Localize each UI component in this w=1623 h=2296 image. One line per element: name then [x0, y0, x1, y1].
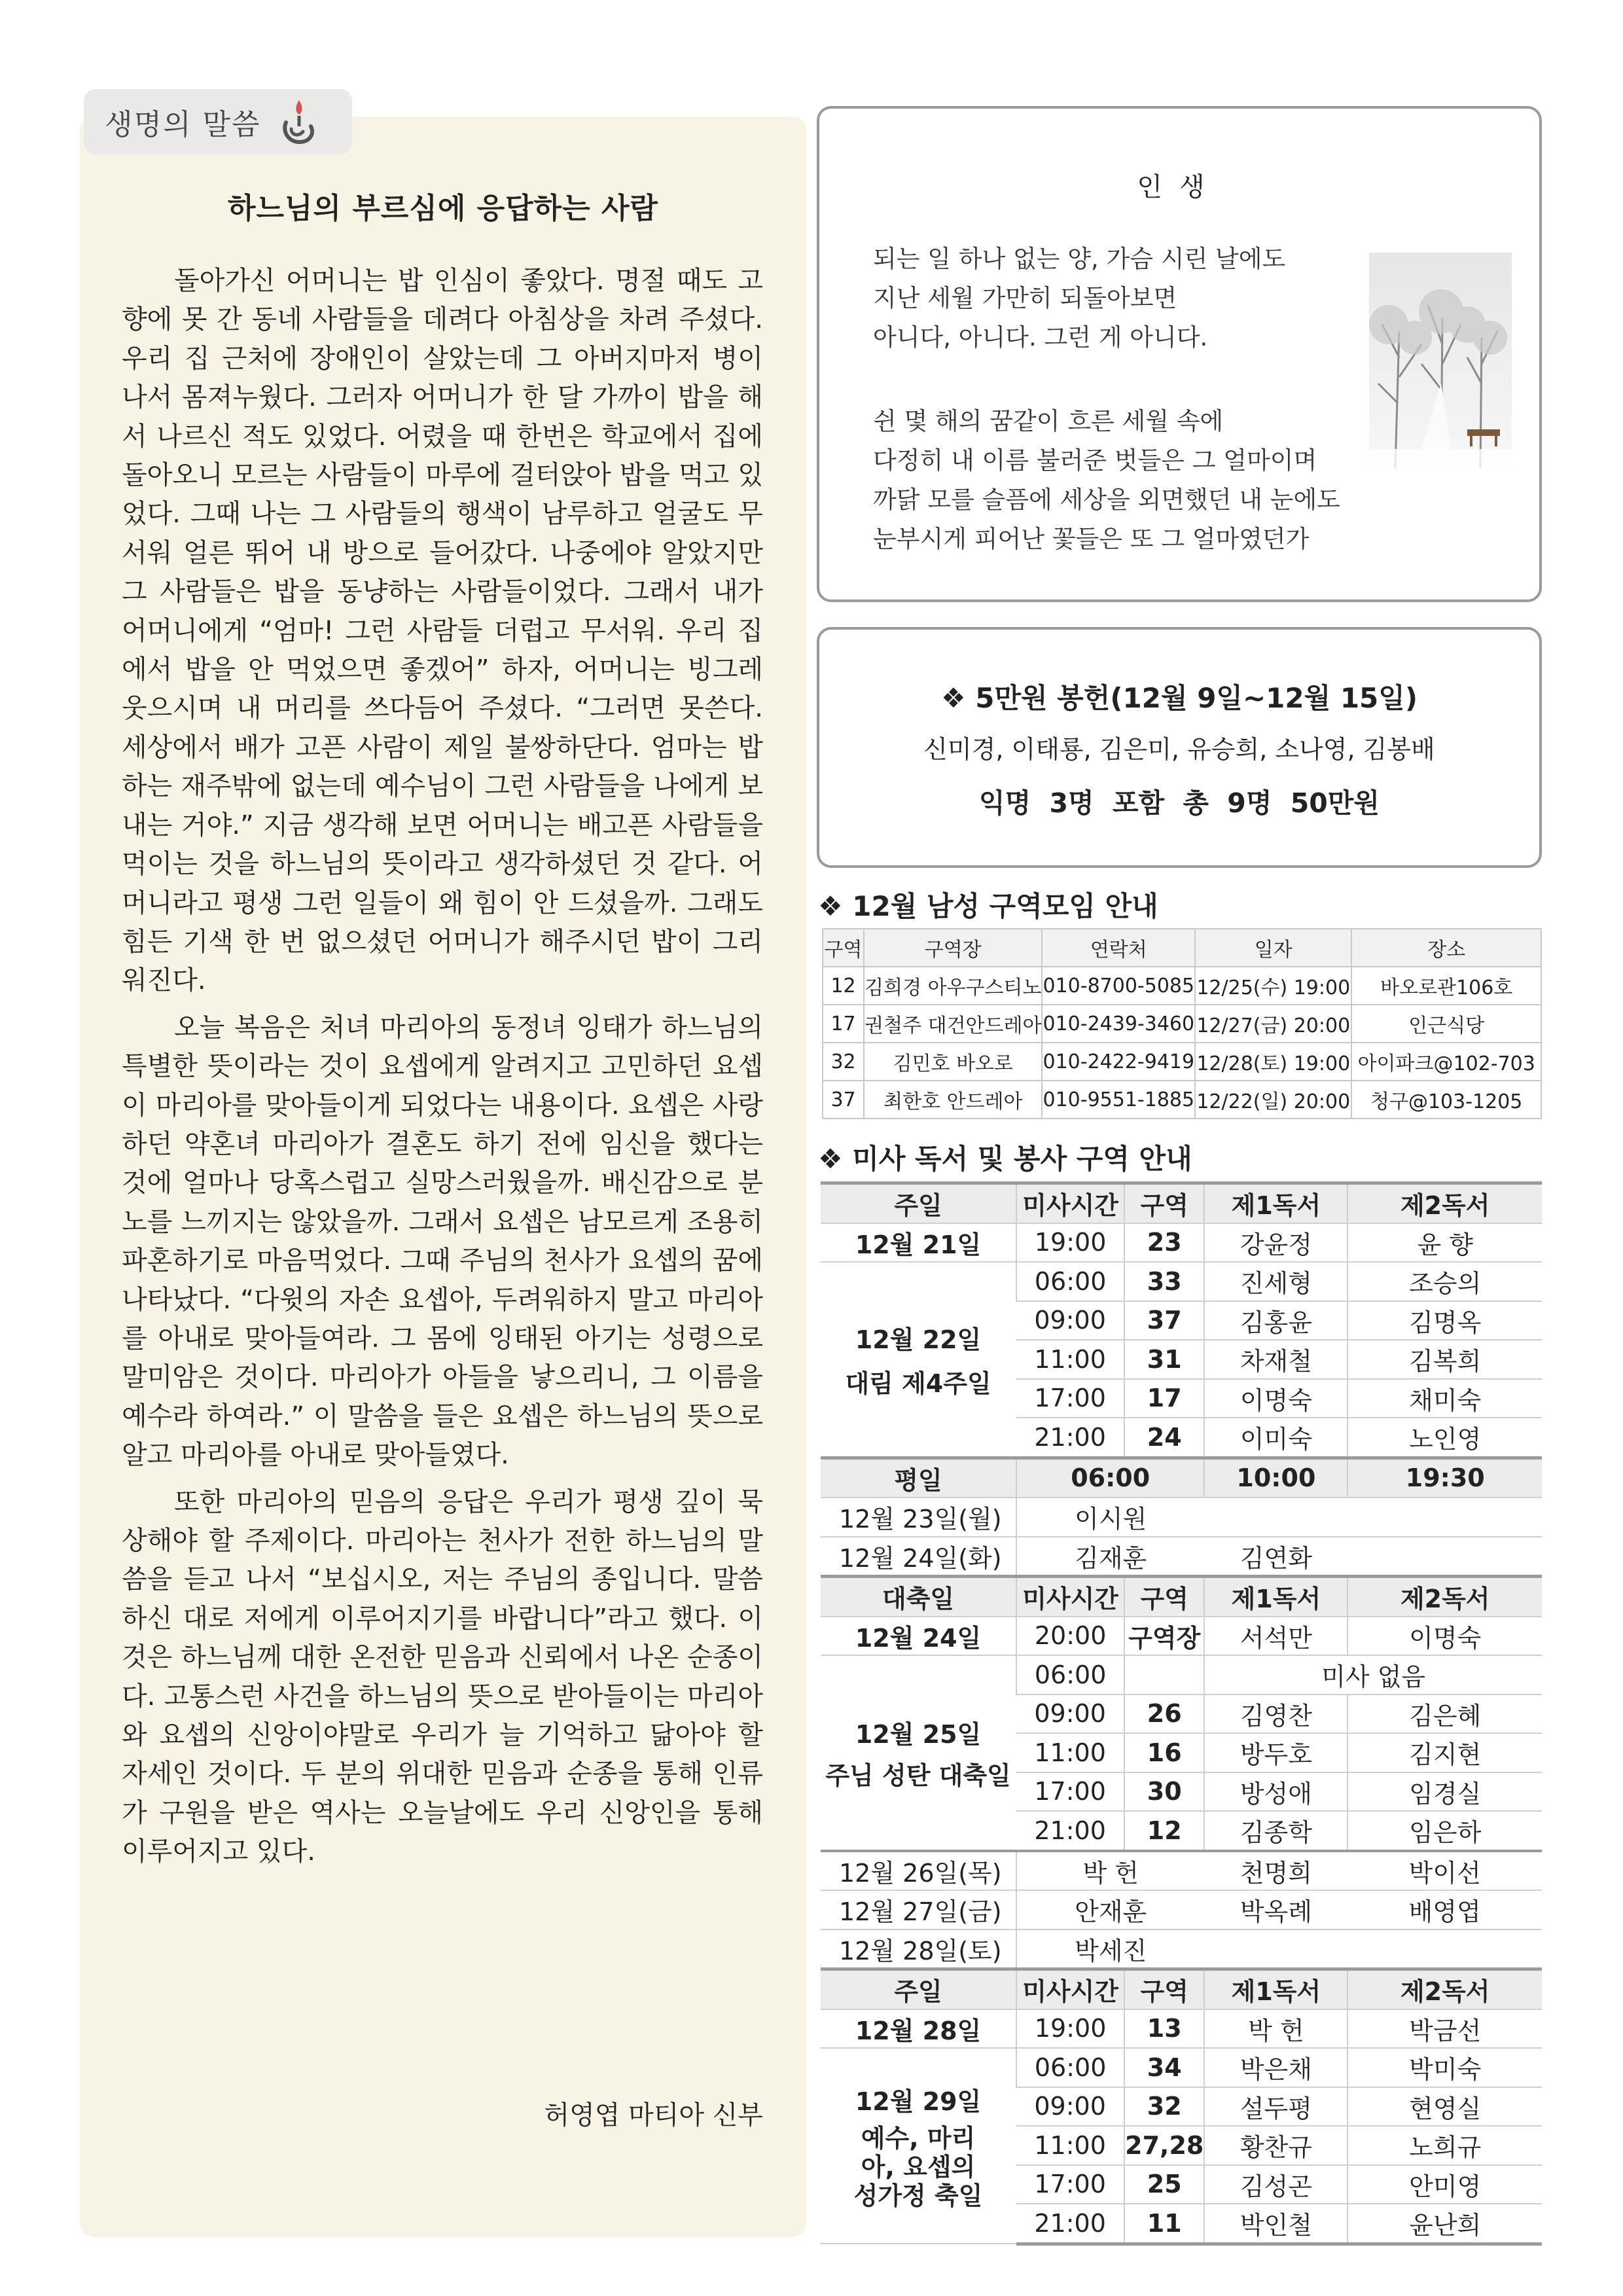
table-cell: 12 — [823, 967, 864, 1005]
table-cell: 12/22(일) 20:00 — [1195, 1081, 1351, 1119]
table-row — [823, 967, 1541, 1005]
first-reader: 진세형 — [1204, 1262, 1347, 1301]
mass-zone: 11 — [1124, 2204, 1204, 2244]
donation-box — [817, 627, 1542, 868]
column-header: 주일 — [821, 1969, 1016, 2009]
sermon-title: 하느님의 부르심에 응답하는 사람 — [227, 192, 658, 225]
mass-zone: 31 — [1124, 1340, 1204, 1379]
first-reader: 이명숙 — [1204, 1379, 1347, 1418]
reader-1000 — [1204, 1929, 1347, 1969]
mass-time: 21:00 — [1016, 1418, 1124, 1458]
first-reader: 설두평 — [1204, 2087, 1347, 2126]
mass-date: 12월 28일 — [821, 2009, 1016, 2049]
table-row — [821, 1929, 1542, 1969]
feast-name: 예수, 마리아, 요셉의 성가정 축일 — [853, 2124, 983, 2210]
mass-time: 21:00 — [1016, 1811, 1124, 1851]
column-header: 구역 — [823, 929, 864, 967]
table-header-row — [823, 929, 1541, 967]
second-reader: 임은하 — [1347, 1811, 1542, 1851]
reader-0600: 이시원 — [1016, 1498, 1204, 1537]
mass-zone: 32 — [1124, 2087, 1204, 2126]
reader-0600: 박 헌 — [1016, 1851, 1204, 1891]
sermon-author: 허영엽 마티아 신부 — [544, 2100, 763, 2130]
mass-time: 20:00 — [1016, 1617, 1124, 1656]
mass-zone: 23 — [1124, 1223, 1204, 1263]
mass-date-label: 12월 25일 — [855, 1719, 982, 1749]
poem-line: 다정히 내 이름 불러준 벗들은 그 얼마이며 — [873, 446, 1317, 475]
reading-heading: ❖ 미사 독서 및 봉사 구역 안내 — [818, 1143, 1192, 1175]
column-header: 장소 — [1351, 929, 1541, 967]
candle-icon — [277, 96, 319, 147]
table-row — [821, 1890, 1542, 1929]
table-row — [823, 1005, 1541, 1043]
reader-0600: 박세진 — [1016, 1929, 1204, 1969]
table-cell: 권철주 대건안드레아 — [864, 1005, 1042, 1043]
poem-title: 인생 — [1137, 172, 1222, 202]
first-reader: 이미숙 — [1204, 1418, 1347, 1458]
mass-time: 09:00 — [1016, 1301, 1124, 1340]
first-reader: 김영찬 — [1204, 1695, 1347, 1734]
mass-time: 06:00 — [1016, 1262, 1124, 1301]
mass-time: 06:00 — [1016, 1655, 1124, 1695]
table-cell: 아이파크@102-703 — [1351, 1043, 1541, 1081]
poem-lines — [873, 240, 1340, 559]
first-reader: 김종학 — [1204, 1811, 1347, 1851]
column-header: 06:00 — [1016, 1458, 1204, 1498]
column-header: 연락처 — [1042, 929, 1195, 967]
poem-line: 까닭 모를 슬픔에 세상을 외면했던 내 눈에도 — [873, 486, 1340, 514]
donation-total: 익명 3명 포함 총 9명 50만원 — [979, 787, 1380, 819]
table-cell: 12/27(금) 20:00 — [1195, 1005, 1351, 1043]
mass-zone: 25 — [1124, 2165, 1204, 2204]
table-cell: 32 — [823, 1043, 864, 1081]
column-header: 19:30 — [1347, 1458, 1542, 1498]
table-cell: 010-2439-3460 — [1042, 1005, 1195, 1043]
table-cell: 17 — [823, 1005, 864, 1043]
table-row — [821, 1262, 1542, 1301]
reader-0600: 김재훈 — [1016, 1537, 1204, 1577]
second-reader: 김복희 — [1347, 1340, 1542, 1379]
second-reader: 임경실 — [1347, 1772, 1542, 1812]
sermon-paragraph: 돌아가신 어머니는 밥 인심이 좋았다. 명절 때도 고향에 못 간 동네 사람들을 데려다 아침상을 차려 주셨다. 우리 집 근처에 장애인이 살았는데 그 아버지마저 병이 나서 몸져누웠다. 그러자 어머니가 한 달 가까이 밥을 해서 나르신 적도 있었다. 어렸을 때 한번은 학교에서 집에 돌아오니 모르는 사람들이 마루에 걸터앉아 밥을 먹고 있었다. 그때 나는 그 사람들의 행색이 남루하고 얼굴도 무서워 얼른 뛰어 내 방으로 들어갔다. 나중에야 알았지만 그 사람들은 밥을 동냥하는 사람들이었다. 그래서 내가 어머니에게 “엄마! 그런 사람들 더럽고 무서워. 우리 집에서 밥을 안 먹었으면 좋겠어” 하자, 어머니는 빙그레 웃으시며 내 머리를 쓰다듬어 주셨다. “그러면 못쓴다. 세상에서 배가 고픈 사람이 제일 불쌍하단다. 엄마는 밥하는 재주밖에 없는데 예수님이 그런 사람들을 나에게 보내는 거야.” 지금 생각해 보면 어머니는 배고픈 사람들을 먹이는 것을 하느님의 뜻이라고 생각하셨던 것 같다. 어머니라고 평생 그런 일들이 왜 힘이 안 드셨을까. 그래도 힘든 기색 한 번 없으셨던 어머니가 해주시던 밥이 그리워진다. — [122, 266, 763, 996]
second-reader: 조승의 — [1347, 1262, 1542, 1301]
second-reader: 박금선 — [1347, 2009, 1542, 2049]
table-row — [821, 2009, 1542, 2049]
mass-time: 06:00 — [1016, 2048, 1124, 2087]
second-reader: 현영실 — [1347, 2087, 1542, 2126]
table-cell: 010-8700-5085 — [1042, 967, 1195, 1005]
table-row — [821, 1617, 1542, 1656]
first-reader: 박인철 — [1204, 2204, 1347, 2244]
table-header-row — [821, 1458, 1542, 1498]
mass-date — [821, 1262, 1016, 1458]
second-reader: 노인영 — [1347, 1418, 1542, 1458]
sermon-paragraph: 오늘 복음은 처녀 마리아의 동정녀 잉태가 하느님의 특별한 뜻이라는 것이 요셉에게 알려지고 고민하던 요셉이 마리아를 맞아들이게 되었다는 내용이다. 요셉은 사랑하던 약혼녀 마리아가 결혼도 하기 전에 임신을 했다는 것에 얼마나 당혹스럽고 실망스러웠을까. 배신감으로 분노를 느끼지는 않았을까. 그래서 요셉은 남모르게 조용히 파혼하기로 마음먹었다. 그때 주님의 천사가 요셉의 꿈에 나타났다. “다윗의 자손 요셉아, 두려워하지 말고 마리아를 아내로 맞아들여라. 그 몸에 잉태된 아기는 성령으로 말미암은 것이다. 마리아가 아들을 낳으리니, 그 이름을 예수라 하여라.” 이 말씀을 들은 요셉은 하느님의 뜻으로 알고 마리아를 아내로 맞아들였다. — [122, 1012, 763, 1471]
meeting-table — [822, 928, 1542, 1119]
table-row — [821, 2048, 1542, 2087]
column-header: 대축일 — [821, 1577, 1016, 1617]
reader-1000: 천명희 — [1204, 1851, 1347, 1891]
reader-1000 — [1204, 1498, 1347, 1537]
first-reader: 차재철 — [1204, 1340, 1347, 1379]
poem-line: 아니다, 아니다. 그런 게 아니다. — [873, 323, 1208, 351]
column-header: 제2독서 — [1347, 1969, 1542, 2009]
sermon-body — [122, 262, 763, 1880]
mass-date: 12월 24일 — [821, 1617, 1016, 1656]
reader-1930: 박이선 — [1347, 1851, 1542, 1891]
weekday-date: 12월 23일(월) — [821, 1498, 1016, 1537]
weekday-date: 12월 26일(목) — [821, 1851, 1016, 1891]
table-cell: 최한호 안드레아 — [864, 1081, 1042, 1119]
second-reader: 채미숙 — [1347, 1379, 1542, 1418]
sermon-paragraph: 또한 마리아의 믿음의 응답은 우리가 평생 깊이 묵상해야 할 주제이다. 마리아는 천사가 전한 하느님의 말씀을 듣고 나서 “보십시오, 저는 주님의 종입니다. 말씀하신 대로 저에게 이루어지기를 바랍니다”라고 했다. 이것은 하느님께 대한 온전한 믿음과 신뢰에서 나온 순종이다. 고통스런 사건을 하느님의 뜻으로 받아들이는 마리아와 요셉의 신앙이야말로 우리가 늘 기억하고 닮아야 할 자세인 것이다. 두 분의 위대한 믿음과 순종을 통해 인류가 구원을 받은 역사는 오늘날에도 우리 신앙인을 통해 이루어지고 있다. — [122, 1486, 763, 1867]
reader-1000: 김연화 — [1204, 1537, 1347, 1577]
mass-zone: 16 — [1124, 1733, 1204, 1772]
table-cell: 37 — [823, 1081, 864, 1119]
table-cell: 청구@103-1205 — [1351, 1081, 1541, 1119]
column-header: 제2독서 — [1347, 1183, 1542, 1223]
reader-1930: 배영엽 — [1347, 1890, 1542, 1929]
reader-1930 — [1347, 1929, 1542, 1969]
weekday-date: 12월 24일(화) — [821, 1537, 1016, 1577]
reader-1000: 박옥례 — [1204, 1890, 1347, 1929]
mass-time: 17:00 — [1016, 1772, 1124, 1812]
column-header: 제1독서 — [1204, 1183, 1347, 1223]
table-cell: 바오로관106호 — [1351, 967, 1541, 1005]
meeting-heading: ❖ 12월 남성 구역모임 안내 — [818, 890, 1158, 922]
mass-date — [821, 2048, 1016, 2244]
column-header: 미사시간 — [1016, 1183, 1124, 1223]
column-header: 10:00 — [1204, 1458, 1347, 1498]
second-reader: 이명숙 — [1347, 1617, 1542, 1656]
column-header: 구역 — [1124, 1183, 1204, 1223]
poem-line: 쉰 몇 해의 꿈같이 흐른 세월 속에 — [873, 407, 1224, 435]
mass-time: 19:00 — [1016, 1223, 1124, 1263]
second-reader: 김지현 — [1347, 1733, 1542, 1772]
mass-zone: 34 — [1124, 2048, 1204, 2087]
table-header-row — [821, 1969, 1542, 2009]
feast-name: 대림 제4주일 — [845, 1369, 991, 1398]
second-reader: 노희규 — [1347, 2126, 1542, 2165]
first-reader: 박은채 — [1204, 2048, 1347, 2087]
column-header: 구역 — [1124, 1969, 1204, 2009]
winter-tree-image — [1369, 253, 1512, 469]
second-reader: 윤난희 — [1347, 2204, 1542, 2244]
table-row — [821, 1223, 1542, 1263]
table-row — [821, 1851, 1542, 1891]
table-row — [823, 1081, 1541, 1119]
mass-zone: 구역장 — [1124, 1617, 1204, 1656]
mass-time: 21:00 — [1016, 2204, 1124, 2244]
first-reader: 박 헌 — [1204, 2009, 1347, 2049]
mass-time: 09:00 — [1016, 1695, 1124, 1734]
table-row — [821, 1498, 1542, 1537]
mass-date — [821, 1655, 1016, 1851]
mass-zone: 12 — [1124, 1811, 1204, 1851]
mass-time: 17:00 — [1016, 2165, 1124, 2204]
table-row — [821, 1655, 1542, 1695]
second-reader: 안미영 — [1347, 2165, 1542, 2204]
mass-time: 09:00 — [1016, 2087, 1124, 2126]
mass-zone: 30 — [1124, 1772, 1204, 1812]
section-tab-label: 생명의 말씀 — [105, 108, 261, 141]
mass-zone: 27,28 — [1124, 2126, 1204, 2165]
table-cell: 김희경 아우구스티노 — [864, 967, 1042, 1005]
mass-zone: 37 — [1124, 1301, 1204, 1340]
mass-zone: 24 — [1124, 1418, 1204, 1458]
reader-1930 — [1347, 1498, 1542, 1537]
donation-title: ❖ 5만원 봉헌(12월 9일~12월 15일) — [940, 682, 1418, 714]
reading-table — [821, 1181, 1542, 2246]
mass-time: 11:00 — [1016, 1733, 1124, 1772]
section-tab — [84, 89, 352, 154]
mass-date-label: 12월 22일 — [855, 1325, 982, 1354]
table-cell: 010-2422-9419 — [1042, 1043, 1195, 1081]
no-mass-note: 미사 없음 — [1204, 1655, 1542, 1695]
reader-1930 — [1347, 1537, 1542, 1577]
column-header: 구역장 — [864, 929, 1042, 967]
first-reader: 김홍윤 — [1204, 1301, 1347, 1340]
mass-time: 11:00 — [1016, 1340, 1124, 1379]
table-header-row — [821, 1183, 1542, 1223]
mass-time: 17:00 — [1016, 1379, 1124, 1418]
mass-zone — [1124, 1655, 1204, 1695]
mass-zone: 33 — [1124, 1262, 1204, 1301]
column-header: 미사시간 — [1016, 1577, 1124, 1617]
second-reader: 김은혜 — [1347, 1695, 1542, 1734]
poem-box — [817, 106, 1542, 602]
column-header: 제1독서 — [1204, 1969, 1347, 2009]
mass-date-label: 12월 29일 — [855, 2087, 982, 2116]
table-row — [823, 1043, 1541, 1081]
mass-zone: 13 — [1124, 2009, 1204, 2049]
mass-zone: 26 — [1124, 1695, 1204, 1734]
first-reader: 김성곤 — [1204, 2165, 1347, 2204]
column-header: 구역 — [1124, 1577, 1204, 1617]
first-reader: 황찬규 — [1204, 2126, 1347, 2165]
column-header: 평일 — [821, 1458, 1016, 1498]
mass-time: 19:00 — [1016, 2009, 1124, 2049]
mass-date: 12월 21일 — [821, 1223, 1016, 1263]
table-cell: 12/25(수) 19:00 — [1195, 967, 1351, 1005]
column-header: 미사시간 — [1016, 1969, 1124, 2009]
poem-line: 되는 일 하나 없는 양, 가슴 시린 날에도 — [873, 245, 1286, 273]
table-header-row — [821, 1577, 1542, 1617]
table-row — [821, 1537, 1542, 1577]
poem-line: 눈부시게 피어난 꽃들은 또 그 얼마였던가 — [873, 525, 1310, 553]
weekday-date: 12월 27일(금) — [821, 1890, 1016, 1929]
column-header: 제2독서 — [1347, 1577, 1542, 1617]
mass-zone: 17 — [1124, 1379, 1204, 1418]
first-reader: 방성애 — [1204, 1772, 1347, 1812]
column-header: 주일 — [821, 1183, 1016, 1223]
first-reader: 서석만 — [1204, 1617, 1347, 1656]
column-header: 일자 — [1195, 929, 1351, 967]
first-reader: 강윤정 — [1204, 1223, 1347, 1263]
table-cell: 010-9551-1885 — [1042, 1081, 1195, 1119]
column-header: 제1독서 — [1204, 1577, 1347, 1617]
first-reader: 방두호 — [1204, 1733, 1347, 1772]
second-reader: 김명옥 — [1347, 1301, 1542, 1340]
second-reader: 박미숙 — [1347, 2048, 1542, 2087]
weekday-date: 12월 28일(토) — [821, 1929, 1016, 1969]
reader-0600: 안재훈 — [1016, 1890, 1204, 1929]
mass-time: 11:00 — [1016, 2126, 1124, 2165]
table-cell: 12/28(토) 19:00 — [1195, 1043, 1351, 1081]
table-cell: 인근식당 — [1351, 1005, 1541, 1043]
feast-name: 주님 성탄 대축일 — [825, 1761, 1011, 1790]
poem-line: 지난 세월 가만히 되돌아보면 — [873, 284, 1177, 312]
donation-names: 신미경, 이태룡, 김은미, 유승희, 소나영, 김봉배 — [923, 735, 1435, 764]
table-cell: 김민호 바오로 — [864, 1043, 1042, 1081]
second-reader: 윤 향 — [1347, 1223, 1542, 1263]
